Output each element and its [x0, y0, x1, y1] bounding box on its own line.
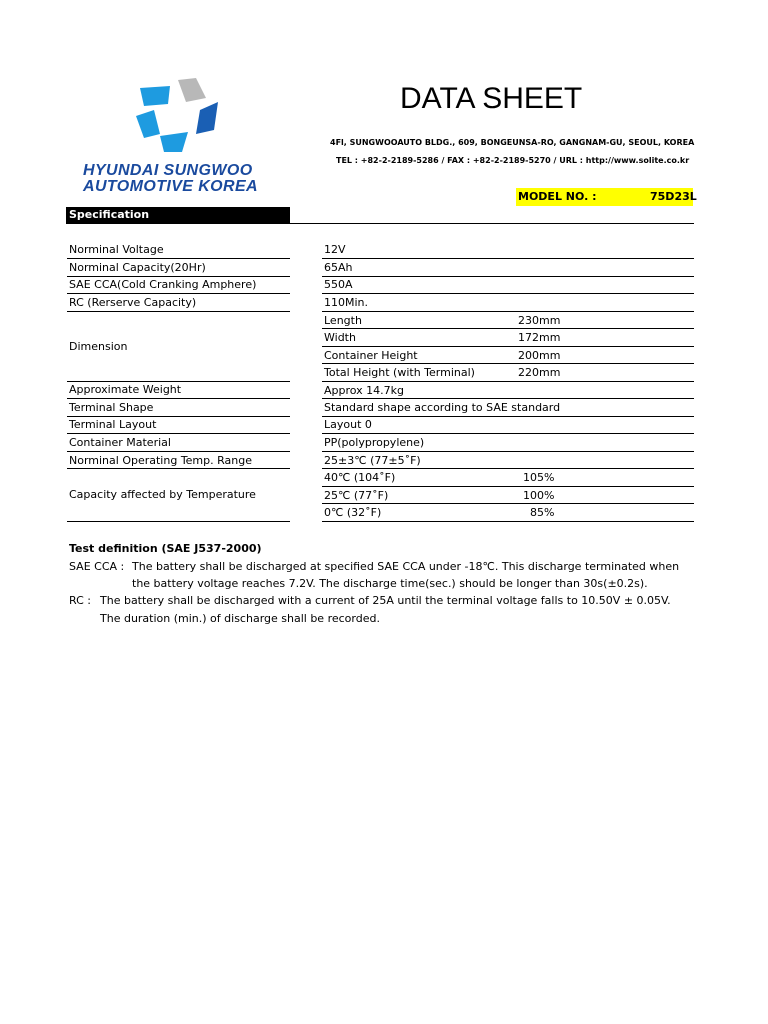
spec-heading: Specification — [69, 208, 150, 221]
spec-value: 25±3℃ (77±5˚F) — [324, 454, 421, 467]
dimension-value: 200mm — [518, 349, 561, 362]
spec-value: 12V — [324, 243, 346, 256]
dimension-value: 230mm — [518, 314, 561, 327]
dimension-value: 220mm — [518, 366, 561, 379]
divider — [67, 381, 290, 382]
cca-label: SAE CCA : — [69, 560, 125, 573]
divider — [67, 276, 290, 277]
spec-label: Norminal Capacity(20Hr) — [69, 261, 206, 274]
brand-name-line1: HYUNDAI SUNGWOO — [83, 162, 253, 179]
model-label: MODEL NO. : — [518, 190, 597, 203]
rc-label: RC : — [69, 594, 91, 607]
divider — [67, 398, 290, 399]
rc-text-line1: The battery shall be discharged with a current of 25A until the terminal voltage falls to 10.50V ± 0.05V. — [100, 594, 671, 607]
model-value: 75D23L — [650, 190, 697, 203]
test-definition-title: Test definition (SAE J537-2000) — [69, 542, 262, 555]
cca-text-line2: the battery voltage reaches 7.2V. The discharge time(sec.) should be longer than 30s(±0.2s). — [132, 577, 648, 590]
capacity-value: 105% — [523, 471, 555, 484]
divider — [322, 398, 694, 399]
divider — [67, 293, 290, 294]
divider — [322, 293, 694, 294]
divider — [322, 416, 694, 417]
spec-label: Container Material — [69, 436, 171, 449]
dimension-name: Length — [324, 314, 362, 327]
dimension-name: Total Height (with Terminal) — [324, 366, 475, 379]
dimension-name: Container Height — [324, 349, 418, 362]
company-logo-icon — [130, 76, 230, 154]
spec-label: Capacity affected by Temperature — [69, 488, 256, 501]
dimension-value: 172mm — [518, 331, 561, 344]
spec-value: Approx 14.7kg — [324, 384, 405, 397]
capacity-value: 100% — [523, 489, 555, 502]
divider — [322, 486, 694, 487]
spec-value: 110Min. — [324, 296, 369, 309]
divider — [67, 451, 290, 452]
capacity-value: 85% — [530, 506, 555, 519]
company-contact: TEL : +82-2-2189-5286 / FAX : +82-2-2189-5270 / URL : http://www.solite.co.kr — [336, 156, 690, 165]
divider — [322, 328, 694, 329]
divider — [67, 311, 290, 312]
divider — [322, 363, 694, 364]
divider — [322, 433, 694, 434]
spec-value: Standard shape according to SAE standard — [324, 401, 561, 414]
spec-value: PP(polypropylene) — [324, 436, 425, 449]
divider — [322, 503, 694, 504]
spec-label: Approximate Weight — [69, 383, 182, 396]
divider — [67, 468, 290, 469]
divider — [322, 311, 694, 312]
divider — [290, 223, 694, 224]
divider — [67, 258, 290, 259]
divider — [322, 381, 694, 382]
divider — [322, 346, 694, 347]
capacity-temp: 40℃ (104˚F) — [324, 471, 396, 484]
dimension-name: Width — [324, 331, 356, 344]
spec-label: Terminal Shape — [69, 401, 154, 414]
spec-label: RC (Rerserve Capacity) — [69, 296, 197, 309]
divider — [322, 521, 694, 522]
spec-label: Dimension — [69, 340, 128, 353]
cca-text-line1: The battery shall be discharged at specified SAE CCA under -18℃. This discharge terminated when — [132, 560, 680, 573]
divider — [67, 416, 290, 417]
capacity-temp: 25℃ (77˚F) — [324, 489, 389, 502]
divider — [322, 451, 694, 452]
spec-value: 550A — [324, 278, 353, 291]
divider — [322, 258, 694, 259]
brand-name-line2: AUTOMOTIVE KOREA — [83, 178, 259, 195]
rc-text-line2: The duration (min.) of discharge shall be recorded. — [100, 612, 380, 625]
company-address: 4Fl, SUNGWOOAUTO BLDG., 609, BONGEUNSA-RO, GANGNAM-GU, SEOUL, KOREA — [330, 138, 695, 147]
spec-label: Norminal Voltage — [69, 243, 164, 256]
divider — [322, 276, 694, 277]
divider — [67, 433, 290, 434]
page-title: DATA SHEET — [400, 82, 583, 115]
spec-value: Layout 0 — [324, 418, 372, 431]
spec-label: Norminal Operating Temp. Range — [69, 454, 252, 467]
spec-value: 65Ah — [324, 261, 353, 274]
spec-label: Terminal Layout — [69, 418, 157, 431]
divider — [67, 521, 290, 522]
capacity-temp: 0℃ (32˚F) — [324, 506, 382, 519]
spec-label: SAE CCA(Cold Cranking Amphere) — [69, 278, 257, 291]
divider — [322, 468, 694, 469]
